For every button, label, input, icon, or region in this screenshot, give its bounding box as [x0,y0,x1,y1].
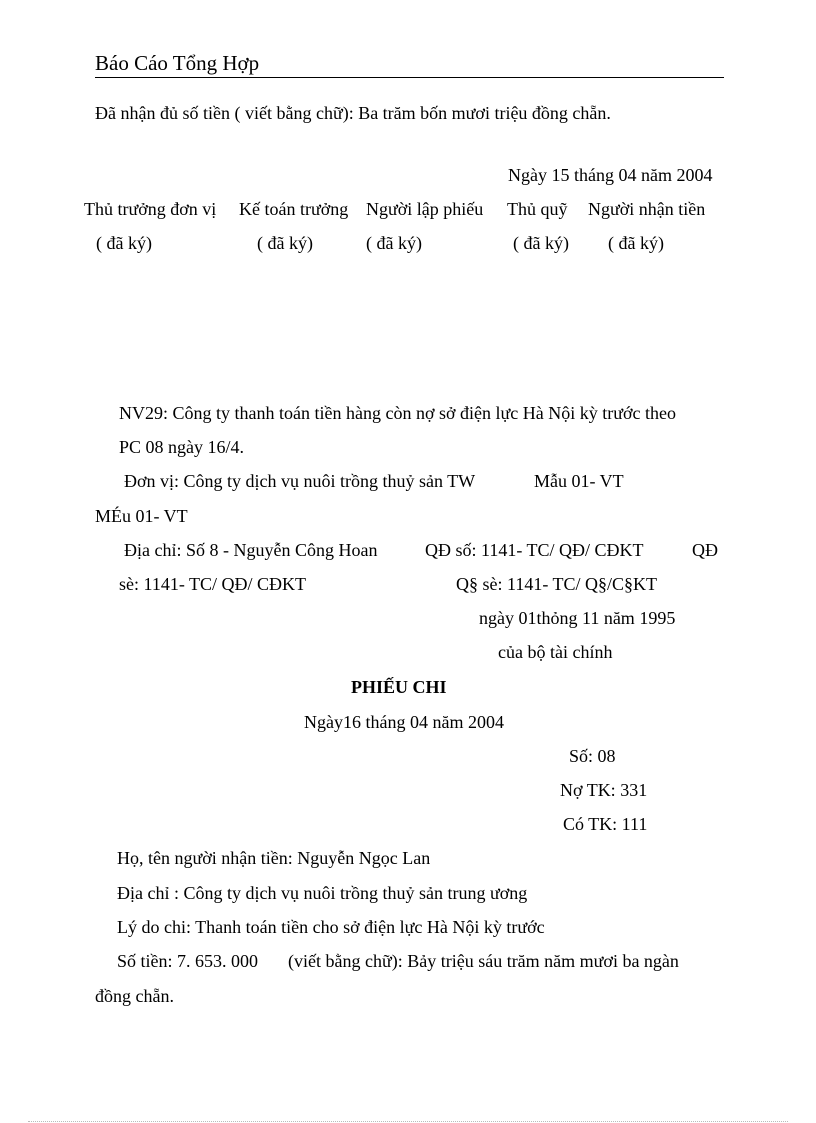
signature-status-head: ( đã ký) [96,233,152,253]
nv29-description-line2: PC 08 ngày 16/4. [119,437,245,457]
signature-role-chief-accountant: Kế toán trưởng [239,199,349,219]
decision-number: QĐ số: 1141- TC/ QĐ/ CĐKT [425,540,644,560]
signature-role-receiver: Người nhận tiền [588,199,706,219]
decision-wrap-start: QĐ [692,540,718,560]
unit-address: Địa chỉ: Số 8 - Nguyễn Công Hoan [124,540,378,560]
payment-amount: Số tiền: 7. 653. 000 [117,951,259,971]
decision-wrap-end: sè: 1141- TC/ QĐ/ CĐKT [119,574,306,594]
received-amount-line: Đã nhận đủ số tiền ( viết bằng chữ): Ba trăm bốn mươi triệu đồng chẵn. [95,103,611,123]
voucher-number: Số: 08 [569,746,616,766]
page-bottom-rule [28,1121,788,1122]
issuing-ministry: của bộ tài chính [498,642,613,662]
payment-reason: Lý do chi: Thanh toán tiền cho sở điện lực Hà Nội kỳ trước [117,917,545,937]
decision-number-garbled: Q§ sè: 1141- TC/ Q§/C§KT [456,574,657,594]
signing-date: Ngày 15 tháng 04 năm 2004 [508,165,713,185]
signature-status-cashier: ( đã ký) [513,233,569,253]
decision-date: ngày 01thỏng 11 năm 1995 [479,608,676,628]
nv29-description-line1: NV29: Công ty thanh toán tiền hàng còn nợ sở điện lực Hà Nội kỳ trước theo [119,403,676,423]
payment-amount-words-cont: đồng chẵn. [95,986,174,1006]
voucher-date: Ngày16 tháng 04 năm 2004 [304,712,504,732]
form-code: Mẫu 01- VT [534,471,624,491]
recipient-address: Địa chỉ : Công ty dịch vụ nuôi trồng thuỷ sản trung ương [117,883,528,903]
recipient-name: Họ, tên người nhận tiền: Nguyễn Ngọc Lan [117,848,431,868]
unit-name: Đơn vị: Công ty dịch vụ nuôi trồng thuỷ sản TW [124,471,476,491]
signature-status-receiver: ( đã ký) [608,233,664,253]
signature-status-chief-accountant: ( đã ký) [257,233,313,253]
form-code-garbled: MÉu 01- VT [95,506,188,526]
header-rule [95,77,724,78]
payment-amount-words: (viết bằng chữ): Bảy triệu sáu trăm năm mươi ba ngàn [288,951,679,971]
page-header-title: Báo Cáo Tổng Hợp [95,51,260,75]
signature-role-cashier: Thủ quỹ [507,199,568,219]
debit-account: Nợ TK: 331 [560,780,648,800]
voucher-title: PHIẾU CHI [351,677,447,697]
credit-account: Có TK: 111 [563,814,648,834]
signature-role-preparer: Người lập phiếu [366,199,484,219]
signature-status-preparer: ( đã ký) [366,233,422,253]
signature-role-head: Thủ trưởng đơn vị [84,199,217,219]
